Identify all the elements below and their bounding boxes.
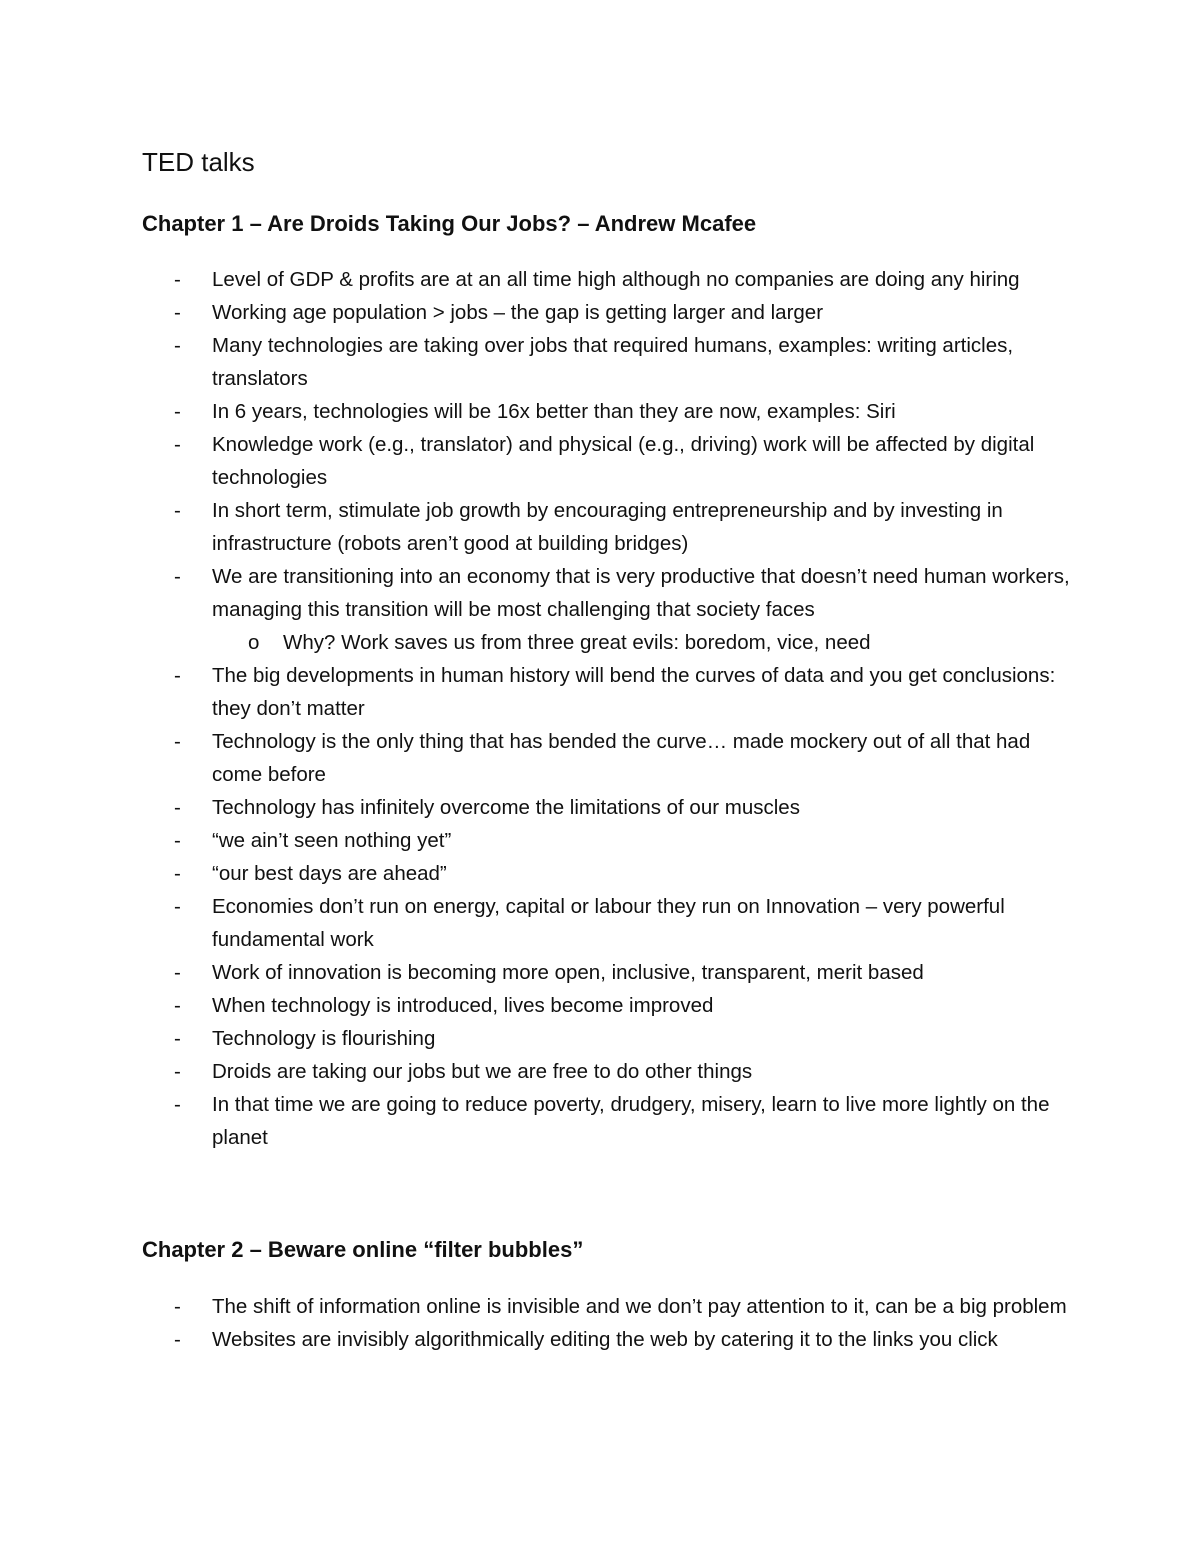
- bullet-item: [0, 296, 1200, 329]
- bullet-text: Economies don’t run on energy, capital or labour they run on Innovation – very powerful fundamental work: [212, 895, 1005, 951]
- chapter-1-heading: Chapter 1 – Are Droids Taking Our Jobs? – Andrew Mcafee: [142, 211, 757, 236]
- bullet-text: Droids are taking our jobs but we are free to do other things: [212, 1060, 753, 1083]
- bullet-marker: -: [174, 1027, 181, 1050]
- bullet-text: Many technologies are taking over jobs that required humans, examples: writing articles, translators: [212, 334, 1014, 390]
- bullet-marker: -: [174, 796, 181, 819]
- bullet-marker: -: [174, 664, 181, 687]
- bullet-text: We are transitioning into an economy that is very productive that doesn’t need human workers, managing this transition will be most challenging that society faces: [212, 565, 1070, 621]
- bullet-marker: -: [174, 499, 181, 522]
- bullet-item: [0, 890, 1200, 956]
- sub-bullet-marker: o: [248, 631, 260, 654]
- bullet-item: [0, 857, 1200, 890]
- bullet-marker: -: [174, 1328, 181, 1351]
- bullet-item: [0, 791, 1200, 824]
- bullet-item: [0, 1022, 1200, 1055]
- bullet-item: [0, 1088, 1200, 1154]
- bullet-marker: -: [174, 301, 181, 324]
- bullet-item: [0, 494, 1200, 560]
- bullet-marker: -: [174, 895, 181, 918]
- bullet-text: Work of innovation is becoming more open, inclusive, transparent, merit based: [212, 961, 924, 984]
- bullet-item: [0, 395, 1200, 428]
- bullet-item: [0, 725, 1200, 791]
- bullet-item: [0, 989, 1200, 1022]
- bullet-text: Working age population > jobs – the gap is getting larger and larger: [212, 301, 824, 324]
- bullet-marker: -: [174, 961, 181, 984]
- bullet-item: [0, 824, 1200, 857]
- bullet-marker: -: [174, 565, 181, 588]
- bullet-marker: -: [174, 829, 181, 852]
- bullet-item: [0, 428, 1200, 494]
- bullet-marker: -: [174, 1093, 181, 1116]
- bullet-text: When technology is introduced, lives become improved: [212, 994, 714, 1017]
- bullet-text: Websites are invisibly algorithmically editing the web by catering it to the links you click: [212, 1328, 998, 1351]
- bullet-text: Technology is flourishing: [212, 1027, 436, 1050]
- sub-bullet-item: [248, 626, 1070, 659]
- chapter-2-bullet-list: [0, 1290, 1200, 1356]
- chapter-2-heading: Chapter 2 – Beware online “filter bubbles”: [142, 1237, 584, 1262]
- bullet-marker: -: [174, 433, 181, 456]
- bullet-item: [0, 1323, 1200, 1356]
- bullet-text: “we ain’t seen nothing yet”: [212, 829, 452, 852]
- bullet-text: Knowledge work (e.g., translator) and physical (e.g., driving) work will be affected by digital technologies: [212, 433, 1035, 489]
- bullet-marker: -: [174, 400, 181, 423]
- sub-bullet-list: [212, 626, 1070, 659]
- bullet-marker: -: [174, 268, 181, 291]
- bullet-item: [0, 1055, 1200, 1088]
- bullet-text: Level of GDP & profits are at an all time high although no companies are doing any hiring: [212, 268, 1020, 291]
- bullet-item: [0, 329, 1200, 395]
- bullet-marker: -: [174, 994, 181, 1017]
- bullet-text: In that time we are going to reduce poverty, drudgery, misery, learn to live more lightly on the planet: [212, 1093, 1050, 1149]
- bullet-marker: -: [174, 334, 181, 357]
- bullet-item: [0, 1290, 1200, 1323]
- bullet-text: The shift of information online is invisible and we don’t pay attention to it, can be a big problem: [212, 1295, 1067, 1318]
- sub-bullet-text: Why? Work saves us from three great evils: boredom, vice, need: [283, 631, 871, 654]
- bullet-text: In 6 years, technologies will be 16x better than they are now, examples: Siri: [212, 400, 896, 423]
- bullet-text: Technology is the only thing that has bended the curve… made mockery out of all that had come before: [212, 730, 1031, 786]
- bullet-item: [0, 956, 1200, 989]
- bullet-marker: -: [174, 862, 181, 885]
- bullet-text: The big developments in human history will bend the curves of data and you get conclusions: they don’t matter: [212, 664, 1056, 720]
- bullet-marker: -: [174, 1295, 181, 1318]
- bullet-text: Technology has infinitely overcome the limitations of our muscles: [212, 796, 800, 819]
- bullet-text: In short term, stimulate job growth by encouraging entrepreneurship and by investing in infrastructure (robots aren’t good at building bridges): [212, 499, 1003, 555]
- bullet-marker: -: [174, 1060, 181, 1083]
- bullet-marker: -: [174, 730, 181, 753]
- bullet-text: “our best days are ahead”: [212, 862, 447, 885]
- chapter-1-bullet-list: [0, 263, 1200, 1154]
- bullet-item: [0, 659, 1200, 725]
- bullet-item: [0, 263, 1200, 296]
- bullet-item: [0, 560, 1200, 659]
- document-title: TED talks: [142, 147, 255, 177]
